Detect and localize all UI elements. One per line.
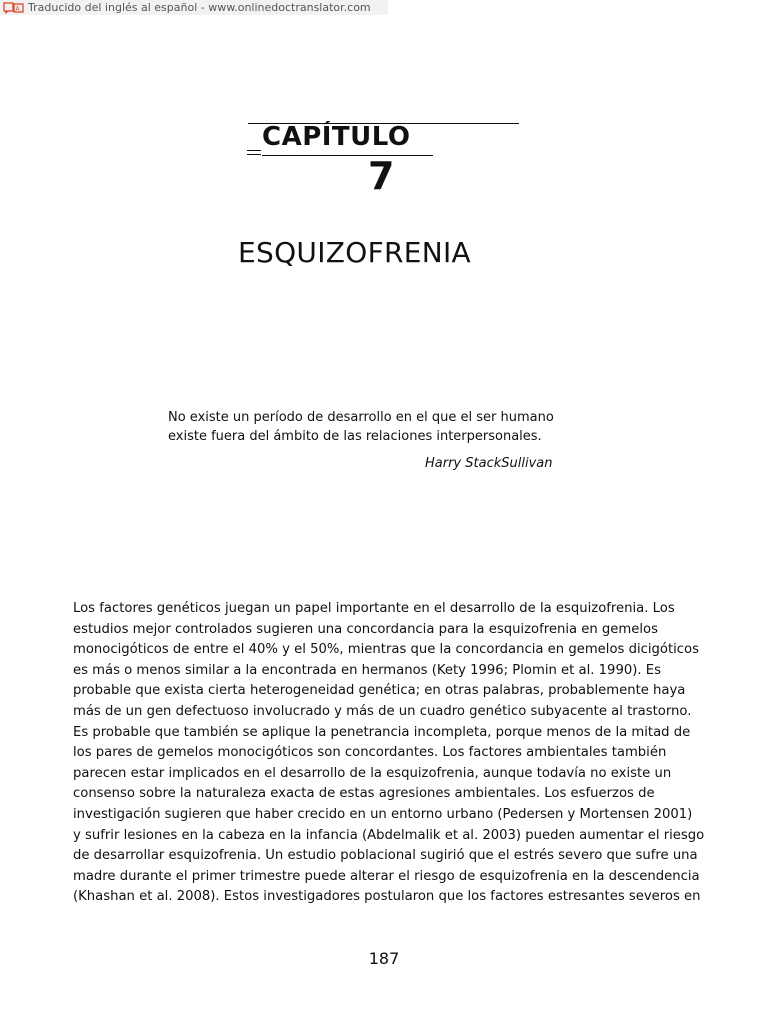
- body-line: los pares de gemelos monocigóticos son concordantes. Los factores ambientales también: [73, 745, 667, 761]
- body-line: parecen estar implicados en el desarrollo de la esquizofrenia, aunque todavía no existe un: [73, 765, 672, 781]
- body-line: investigación sugieren que haber crecido en un entorno urbano (Pedersen y Mortensen 2001): [73, 806, 693, 822]
- epigraph-line: existe fuera del ámbito de las relaciones interpersonales.: [168, 429, 542, 444]
- body-paragraph: [73, 599, 703, 908]
- chapter-title: ESQUIZOFRENIA: [238, 236, 471, 269]
- epigraph-line: No existe un período de desarrollo en el que el ser humano: [168, 410, 554, 425]
- chapter-label: CAPÍTULO: [262, 122, 411, 152]
- body-line: probable que exista cierta heterogeneidad genética; en otras palabras, probablemente haya: [73, 683, 686, 699]
- body-line: más de un gen defectuoso involucrado y más de un cuadro genético subyacente al trastorno.: [73, 703, 692, 719]
- banner-text: Traducido del inglés al español - www.onlinedoctranslator.com: [28, 1, 371, 14]
- body-line: y sufrir lesiones en la cabeza en la infancia (Abdelmalik et al. 2003) pueden aumentar el riesgo: [73, 827, 705, 843]
- translator-logo-icon: [3, 2, 25, 14]
- body-line: consenso sobre la naturaleza exacta de estas agresiones ambientales. Los esfuerzos de: [73, 786, 655, 802]
- svg-text:A: A: [15, 5, 20, 12]
- body-line: es más o menos similar a la encontrada en hermanos (Kety 1996; Plomin et al. 1990). Es: [73, 662, 661, 678]
- translation-banner[interactable]: [0, 0, 388, 15]
- body-line: monocigóticos de entre el 40% y el 50%, mientras que la concordancia en gemelos dicigóticos: [73, 642, 699, 658]
- chapter-rule-mark: [247, 150, 261, 155]
- body-line: madre durante el primer trimestre puede alterar el riesgo de esquizofrenia en la descendencia: [73, 868, 700, 884]
- chapter-number: 7: [368, 154, 395, 198]
- epigraph-author: Harry StackSullivan: [425, 456, 553, 471]
- epigraph-quote: [168, 408, 588, 446]
- body-line: Los factores genéticos juegan un papel importante en el desarrollo de la esquizofrenia. Los: [73, 601, 675, 616]
- body-line: (Khashan et al. 2008). Estos investigadores postularon que los factores estresantes severos en: [73, 889, 701, 905]
- chapter-bottom-rule: [262, 155, 433, 156]
- body-line: Es probable que también se aplique la penetrancia incompleta, porque menos de la mitad de: [73, 724, 691, 740]
- page-number: 187: [368, 949, 400, 968]
- body-line: de desarrollar esquizofrenia. Un estudio poblacional sugirió que el estrés severo que sufre una: [73, 848, 698, 864]
- body-line: estudios mejor controlados sugieren una concordancia para la esquizofrenia en gemelos: [73, 621, 658, 637]
